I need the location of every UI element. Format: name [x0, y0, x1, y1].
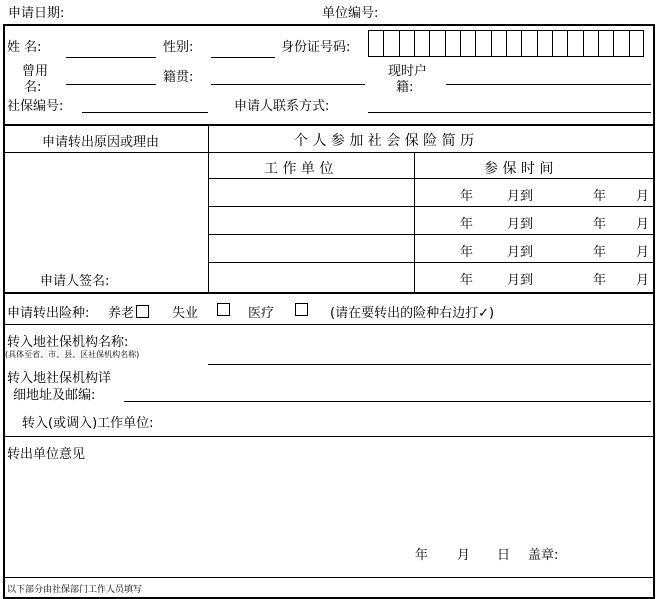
- social-security-no-field-line[interactable]: [82, 112, 208, 113]
- agency-address-label-2: 细地址及邮编:: [13, 388, 96, 403]
- history-row-m2: 月: [636, 245, 650, 260]
- history-row-y2: 年: [593, 245, 607, 260]
- native-place-field-line[interactable]: [211, 84, 365, 85]
- current-household-label-2: 籍:: [396, 80, 414, 95]
- opinion-month: 月: [457, 548, 471, 563]
- id-digit-cell[interactable]: [475, 30, 489, 57]
- transfer-row-line: [3, 324, 655, 325]
- current-household-label: 现时户: [388, 64, 428, 79]
- contact-label: 申请人联系方式:: [234, 99, 330, 114]
- contact-field-line[interactable]: [368, 112, 651, 113]
- insurance-type-label: 申请转出险种:: [7, 306, 90, 321]
- apply-date-label: 申请日期:: [8, 6, 65, 21]
- former-name-label: 曾用: [22, 64, 49, 79]
- id-digit-cell[interactable]: [429, 30, 443, 57]
- staff-note: 以下部分由社保部门工作人员填写: [7, 585, 143, 595]
- history-row-m2: 月: [636, 273, 650, 288]
- history-header: 个 人 参 加 社 会 保 险 简 历: [294, 133, 475, 149]
- medical-checkbox[interactable]: [295, 303, 308, 316]
- history-row-y2: 年: [593, 273, 607, 288]
- history-row-m1: 月到: [507, 245, 534, 260]
- pension-option: [108, 302, 149, 321]
- history-row-y2: 年: [593, 217, 607, 232]
- history-col-divider: [414, 152, 415, 292]
- id-digit-cell[interactable]: [583, 30, 597, 57]
- history-row-y1: 年: [460, 273, 474, 288]
- history-row-y2: 年: [593, 189, 607, 204]
- gender-field-line[interactable]: [211, 57, 275, 58]
- unemployment-label: 失业: [172, 306, 199, 321]
- gender-label: 性别:: [163, 40, 194, 55]
- pension-checkbox[interactable]: [136, 305, 149, 318]
- history-row-y1: 年: [460, 217, 474, 232]
- history-top-border: [3, 124, 655, 126]
- history-row-y1: 年: [460, 189, 474, 204]
- opinion-year: 年: [415, 548, 429, 563]
- id-digit-cell[interactable]: [521, 30, 535, 57]
- history-row-line: [208, 262, 655, 263]
- transfer-top-border: [3, 292, 655, 294]
- history-row-line: [208, 178, 655, 179]
- opinion-day: 日: [497, 548, 511, 563]
- name-field-line[interactable]: [66, 57, 156, 58]
- target-agency-label: 转入地社保机构名称:: [7, 335, 129, 350]
- history-row-m1: 月到: [507, 217, 534, 232]
- history-row-line: [208, 206, 655, 207]
- history-row-m1: 月到: [507, 273, 534, 288]
- history-row-y1: 年: [460, 245, 474, 260]
- history-header-border: [3, 152, 655, 153]
- footer-border: [3, 577, 655, 578]
- target-agency-note: (具体至省、市、县、区社保机构名称): [5, 350, 140, 359]
- unit-number-label: 单位编号:: [322, 6, 379, 21]
- applicant-signature-label: 申请人签名:: [40, 274, 110, 289]
- id-digit-cell[interactable]: [629, 30, 643, 57]
- social-security-no-label: 社保编号:: [7, 99, 64, 114]
- work-unit-header: 工 作 单 位: [264, 161, 334, 177]
- history-row-line: [208, 234, 655, 235]
- id-digit-cell[interactable]: [567, 30, 581, 57]
- id-digit-cell[interactable]: [399, 30, 413, 57]
- insured-time-header: 参 保 时 间: [484, 161, 554, 177]
- id-digit-cell[interactable]: [414, 30, 428, 57]
- target-employer-label: 转入(或调入)工作单位:: [22, 416, 154, 431]
- former-name-label-2: 名:: [24, 80, 42, 95]
- id-digit-cell[interactable]: [552, 30, 566, 57]
- reason-header: 申请转出原因或理由: [42, 135, 160, 150]
- former-name-field-line[interactable]: [66, 84, 156, 85]
- history-row-m1: 月到: [507, 189, 534, 204]
- id-digit-cell[interactable]: [506, 30, 520, 57]
- target-agency-field-line[interactable]: [208, 364, 651, 365]
- current-household-field-line[interactable]: [446, 84, 651, 85]
- id-digit-cell[interactable]: [613, 30, 627, 57]
- seal-label: 盖章:: [528, 548, 559, 563]
- medical-label: 医疗: [248, 306, 275, 321]
- id-digit-cell[interactable]: [598, 30, 612, 57]
- agency-address-label: 转入地社保机构详: [7, 371, 112, 386]
- id-number-label: 身份证号码:: [281, 40, 351, 55]
- pension-label: 养老: [108, 306, 135, 321]
- id-digit-cell[interactable]: [383, 30, 397, 57]
- id-digit-cell[interactable]: [445, 30, 459, 57]
- native-place-label: 籍贯:: [163, 70, 194, 85]
- id-digit-cell[interactable]: [491, 30, 505, 57]
- id-digit-cell[interactable]: [460, 30, 474, 57]
- agency-address-field-line[interactable]: [124, 401, 651, 402]
- name-label: 姓 名:: [7, 40, 42, 55]
- history-row-m2: 月: [636, 189, 650, 204]
- id-digit-cell[interactable]: [537, 30, 551, 57]
- tick-instruction: (请在要转出的险种右边打✓): [330, 306, 495, 321]
- history-row-m2: 月: [636, 217, 650, 232]
- outgoing-unit-opinion-label: 转出单位意见: [7, 447, 86, 462]
- opinion-top-border: [3, 436, 655, 437]
- unemployment-checkbox[interactable]: [217, 303, 230, 316]
- history-divider: [208, 124, 209, 292]
